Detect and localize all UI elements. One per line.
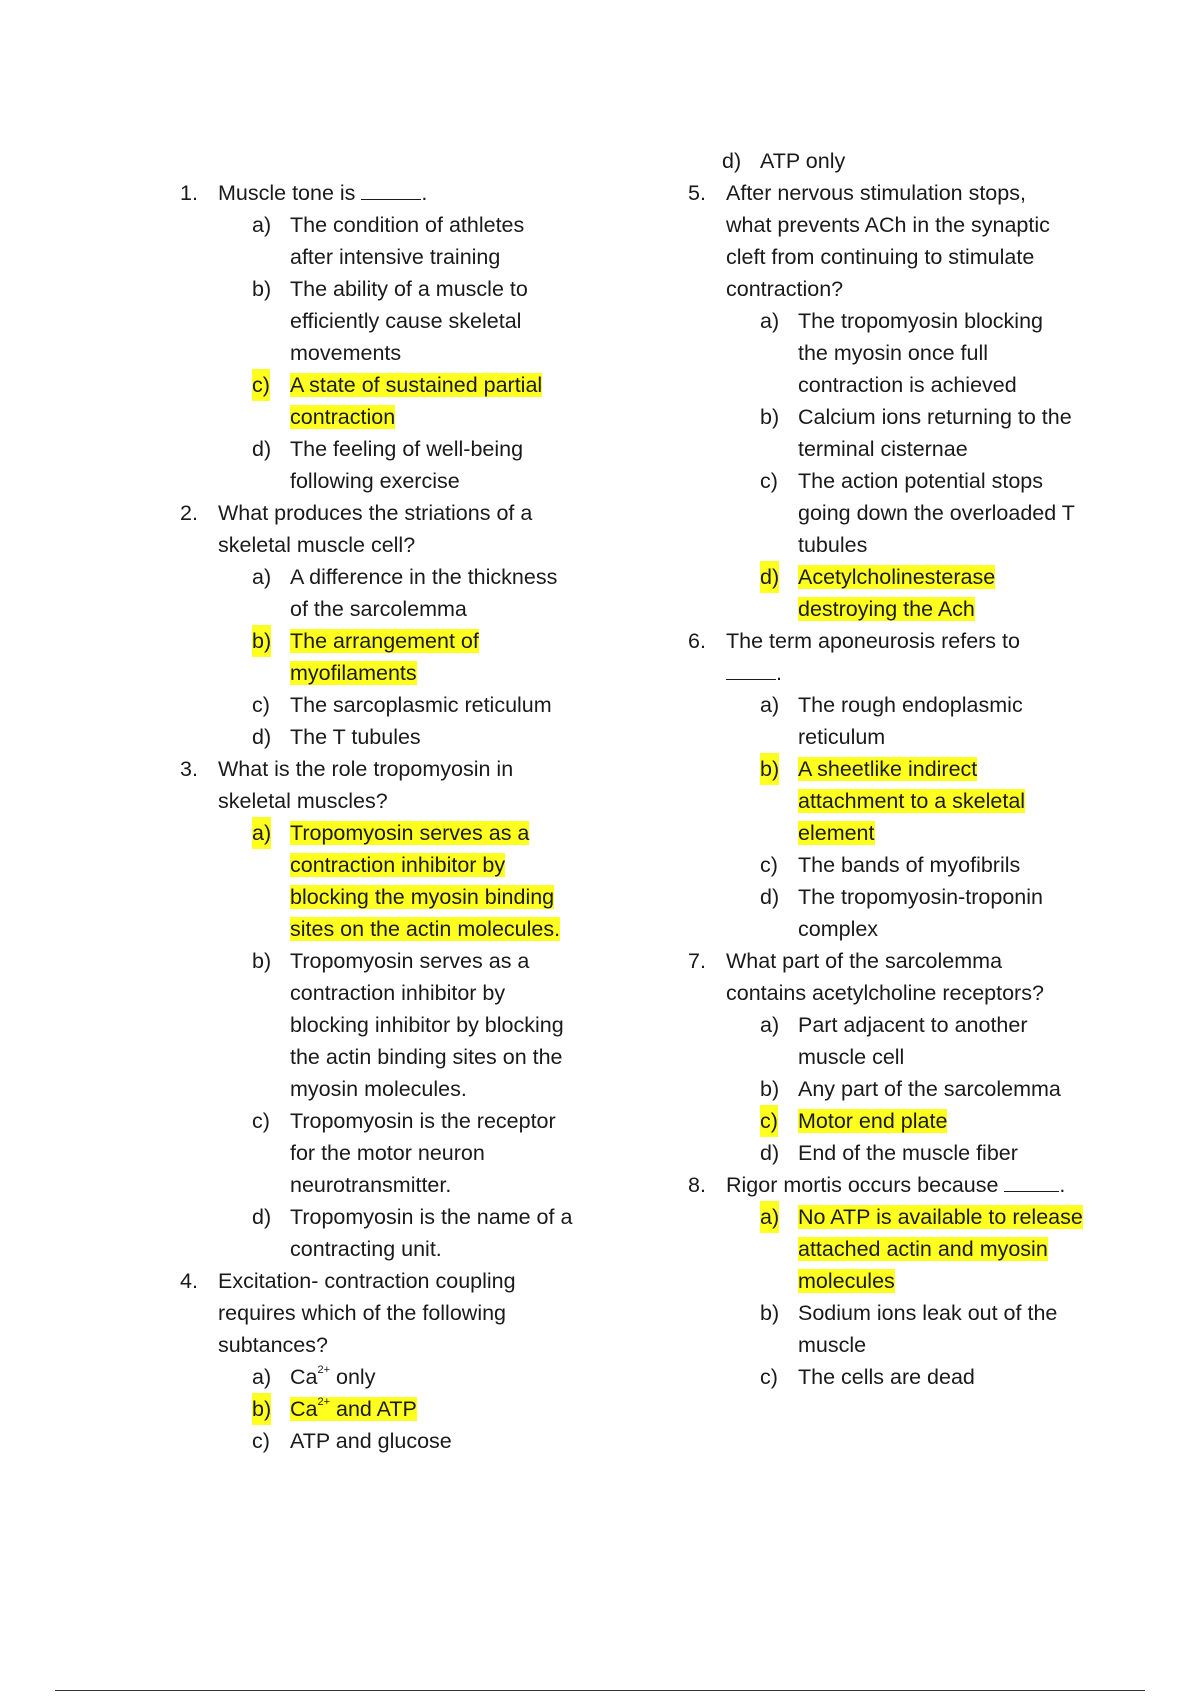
option-line: Tropomyosin serves as a [290,821,530,845]
option-2c [180,689,600,721]
option-line: ATP only [760,149,846,173]
option-line: following exercise [290,469,460,493]
option-6c [688,849,1108,881]
question-8 [688,1169,1108,1201]
ion-charge: 2+ [317,1395,331,1408]
question-text: Rigor mortis occurs because [726,1173,999,1197]
option-line: the actin binding sites on the [290,1045,563,1069]
option-line: after intensive training [290,245,501,269]
option-line: No ATP is available to release [798,1205,1083,1229]
option-4b-correct [180,1393,600,1425]
option-line: contraction inhibitor by [290,981,506,1005]
option-line: contraction [290,405,396,429]
option-line: Any part of the sarcolemma [798,1077,1061,1101]
option-line: contracting unit. [290,1237,442,1261]
option-line: The condition of athletes [290,213,525,237]
option-line: The arrangement of [290,629,479,653]
option-7a [688,1009,1108,1073]
option-7b [688,1073,1108,1105]
option-letter: d) [760,1141,780,1165]
option-line: The action potential stops [798,469,1044,493]
option-line: A state of sustained partial [290,373,543,397]
question-end: . [776,661,782,685]
option-letter: d) [252,1205,272,1229]
option-letter: c) [760,853,778,877]
option-6d [688,881,1108,945]
option-line: Tropomyosin is the receptor [290,1109,556,1133]
question-line: what prevents ACh in the synaptic [726,213,1050,237]
option-line: going down the overloaded T [798,501,1075,525]
option-line: ATP and glucose [290,1429,452,1453]
option-letter: c) [252,1429,270,1453]
option-line: contraction inhibitor by [290,853,506,877]
option-1c-correct [180,369,600,433]
option-line: Sodium ions leak out of the [798,1301,1058,1325]
option-letter: a) [760,309,780,333]
option-letter: b) [252,949,272,973]
option-line: of the sarcolemma [290,597,467,621]
question-1 [180,177,600,209]
option-line: blocking the myosin binding [290,885,555,909]
option-8a-correct [688,1201,1108,1297]
option-8b [688,1297,1108,1361]
option-letter: a) [252,565,272,589]
option-line: Acetylcholinesterase [798,565,996,589]
option-line: only [330,1365,376,1389]
option-letter: b) [252,277,272,301]
option-letter: d) [252,437,272,461]
option-line: Part adjacent to another [798,1013,1028,1037]
option-letter: b) [252,625,271,657]
option-line: A difference in the thickness [290,565,558,589]
option-letter: b) [760,1077,780,1101]
option-line: myofilaments [290,661,417,685]
option-7c-correct [688,1105,1108,1137]
option-line: The ability of a muscle to [290,277,528,301]
option-3c [180,1105,600,1201]
question-7 [688,945,1108,1009]
question-line: What is the role tropomyosin in [218,757,514,781]
option-line: for the motor neuron [290,1141,485,1165]
question-number: 3. [180,757,198,781]
option-8c [688,1361,1108,1393]
question-number: 5. [688,181,706,205]
question-line: skeletal muscle cell? [218,533,416,557]
left-column [180,145,600,1457]
question-end: . [421,181,428,205]
option-line: The rough endoplasmic [798,693,1023,717]
option-2a [180,561,600,625]
option-line: attachment to a skeletal [798,789,1026,813]
option-7d [688,1137,1108,1169]
option-letter: d) [760,885,780,909]
option-line: The tropomyosin-troponin [798,885,1043,909]
option-letter: a) [760,693,780,717]
option-letter: b) [760,1301,780,1325]
option-line: The tropomyosin blocking [798,309,1043,333]
question-line: cleft from continuing to stimulate [726,245,1035,269]
option-line: sites on the actin molecules. [290,917,561,941]
option-line: Calcium ions returning to the [798,405,1072,429]
question-line: skeletal muscles? [218,789,388,813]
option-line: the myosin once full [798,341,989,365]
option-letter: a) [760,1201,779,1233]
option-line: myosin molecules. [290,1077,467,1101]
option-line: neurotransmitter. [290,1173,452,1197]
option-line: terminal cisternae [798,437,968,461]
option-2b-correct [180,625,600,689]
question-number: 4. [180,1269,198,1293]
option-line: blocking inhibitor by blocking [290,1013,564,1037]
option-letter: c) [760,1365,778,1389]
option-letter: a) [760,1013,780,1037]
option-line: and ATP [330,1397,417,1421]
option-5c [688,465,1108,561]
question-number: 1. [180,181,198,205]
option-4c [180,1425,600,1457]
question-4 [180,1265,600,1361]
option-letter: c) [252,1109,270,1133]
question-5 [688,177,1108,305]
option-letter: b) [760,753,779,785]
question-line: What part of the sarcolemma [726,949,1003,973]
question-number: 6. [688,629,706,653]
option-line: reticulum [798,725,886,749]
option-3d [180,1201,600,1265]
option-line: End of the muscle fiber [798,1141,1018,1165]
question-number: 7. [688,949,706,973]
option-5d-correct [688,561,1108,625]
question-line: requires which of the following [218,1301,507,1325]
option-4a [180,1361,600,1393]
question-text: Muscle tone is [218,181,356,205]
option-line: The sarcoplasmic reticulum [290,693,552,717]
option-letter: d) [760,561,779,593]
option-line: efficiently cause skeletal [290,309,522,333]
option-line: movements [290,341,402,365]
option-letter: a) [252,1365,272,1389]
option-line: The feeling of well-being [290,437,524,461]
footer-rule [55,1690,1145,1691]
ion-symbol: Ca [290,1397,318,1421]
option-line: muscle cell [798,1045,905,1069]
question-line: What produces the striations of a [218,501,533,525]
option-letter: b) [760,405,780,429]
option-line: Tropomyosin serves as a [290,949,530,973]
option-letter: d) [252,725,272,749]
question-3 [180,753,600,817]
option-line: The bands of myofibrils [798,853,1021,877]
answer-blank [361,181,421,200]
option-letter: a) [252,213,272,237]
option-line: Motor end plate [798,1109,948,1133]
question-number: 2. [180,501,198,525]
option-4d [688,145,1108,177]
question-line: contraction? [726,277,844,301]
option-6a [688,689,1108,753]
option-line: destroying the Ach [798,597,975,621]
option-line: contraction is achieved [798,373,1017,397]
option-line: element [798,821,875,845]
option-1d [180,433,600,497]
question-6 [688,625,1108,689]
question-number: 8. [688,1173,706,1197]
option-5b [688,401,1108,465]
question-line: contains acetylcholine receptors? [726,981,1044,1005]
answer-blank [1004,1173,1059,1192]
option-line: The cells are dead [798,1365,975,1389]
option-letter: c) [760,1105,778,1137]
question-line: Excitation- contraction coupling [218,1269,516,1293]
option-line: muscle [798,1333,867,1357]
question-end: . [1059,1173,1066,1197]
question-line: subtances? [218,1333,328,1357]
option-line: complex [798,917,879,941]
option-2d [180,721,600,753]
option-3b [180,945,600,1105]
option-line: Tropomyosin is the name of a [290,1205,573,1229]
option-6b-correct [688,753,1108,849]
option-3a-correct [180,817,600,945]
ion-charge: 2+ [317,1363,331,1376]
option-5a [688,305,1108,401]
question-line: After nervous stimulation stops, [726,181,1026,205]
ion-symbol: Ca [290,1365,318,1389]
option-line: tubules [798,533,868,557]
option-line: molecules [798,1269,895,1293]
option-1a [180,209,600,273]
option-letter: b) [252,1393,271,1425]
question-line: The term aponeurosis refers to [726,629,1020,653]
right-column [688,145,1108,1393]
option-letter: c) [252,369,270,401]
option-line: attached actin and myosin [798,1237,1048,1261]
option-1b [180,273,600,369]
option-letter: a) [252,817,271,849]
option-line: The T tubules [290,725,421,749]
option-letter: d) [722,149,742,173]
question-2 [180,497,600,561]
option-line: A sheetlike indirect [798,757,978,781]
answer-blank [726,661,776,680]
option-letter: c) [252,693,270,717]
option-letter: c) [760,469,778,493]
